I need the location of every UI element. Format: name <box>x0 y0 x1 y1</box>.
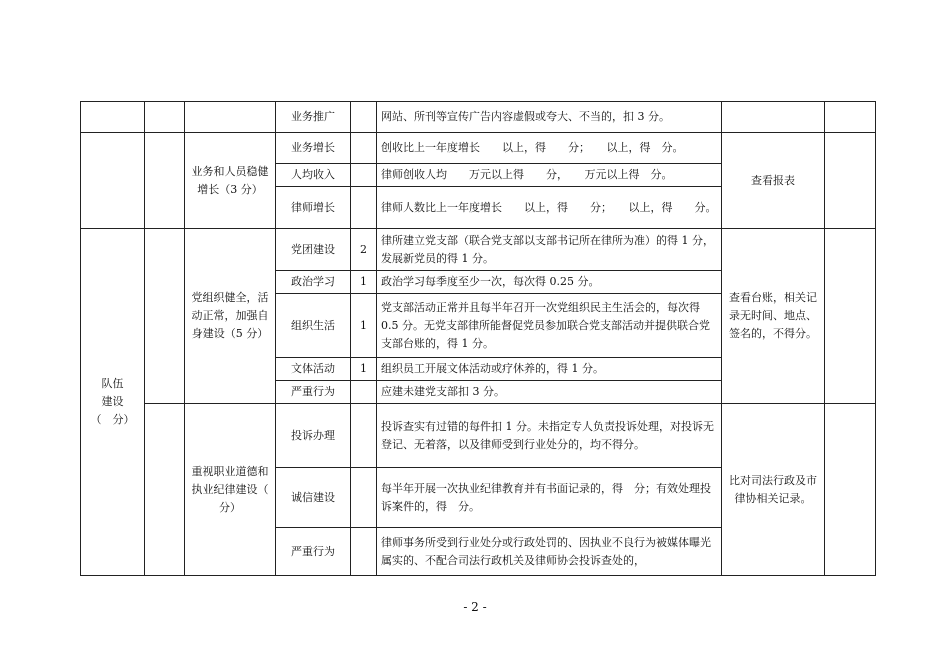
category-cell: 党组织健全，活动正常，加强自身建设（5 分） <box>185 229 276 404</box>
score-cell <box>351 468 377 528</box>
score-cell <box>351 404 377 468</box>
section-cell-top <box>81 102 145 133</box>
table-row <box>81 102 876 133</box>
method-cell: 查看台账，相关记录无时间、地点、签名的，不得分。 <box>722 229 825 404</box>
desc-cell: 应建未建党支部扣 3 分。 <box>377 381 722 404</box>
evaluation-table <box>80 101 876 576</box>
item-cell: 业务增长 <box>276 133 351 164</box>
item-cell: 律师增长 <box>276 187 351 229</box>
desc-cell: 每半年开展一次执业纪律教育并有书面记录的，得 分；有效处理投诉案件的，得 分。 <box>377 468 722 528</box>
section-label-line: （ 分） <box>90 413 135 426</box>
empty-cell <box>145 404 185 576</box>
table-row <box>81 404 876 468</box>
item-cell: 投诉办理 <box>276 404 351 468</box>
desc-cell: 政治学习每季度至少一次，每次得 0.25 分。 <box>377 271 722 294</box>
desc-cell: 党支部活动正常并且每半年召开一次党组织民主生活会的，每次得 0.5 分。无党支部律所能督促党员参加联合党支部活动并提供联合党支部台账的，得 1 分。 <box>377 294 722 358</box>
item-cell: 组织生活 <box>276 294 351 358</box>
empty-cell <box>145 133 185 229</box>
desc-cell: 创收比上一年度增长 以上，得 分； 以上，得 分。 <box>377 133 722 164</box>
score-cell: 1 <box>351 271 377 294</box>
score-cell: 2 <box>351 229 377 271</box>
item-cell: 党团建设 <box>276 229 351 271</box>
desc-cell: 网站、所刊等宣传广告内容虚假或夸大、不当的，扣 3 分。 <box>377 102 722 133</box>
table-row <box>81 133 876 164</box>
item-cell: 人均收入 <box>276 164 351 187</box>
score-cell <box>351 528 377 576</box>
method-cell: 比对司法行政及市律协相关记录。 <box>722 404 825 576</box>
remark-cell <box>825 229 876 404</box>
remark-cell <box>825 133 876 229</box>
table-row <box>81 229 876 271</box>
item-cell: 诚信建设 <box>276 468 351 528</box>
item-cell: 严重行为 <box>276 528 351 576</box>
desc-cell: 律所建立党支部（联合党支部以支部书记所在律所为准）的得 1 分，发展新党员的得 1 分。 <box>377 229 722 271</box>
desc-cell: 组织员工开展文体活动或疗休养的，得 1 分。 <box>377 358 722 381</box>
remark-cell <box>825 404 876 576</box>
section-label-line: 队伍 <box>101 377 124 390</box>
score-cell <box>351 187 377 229</box>
section-cell <box>81 133 145 229</box>
method-cell <box>722 102 825 133</box>
desc-cell: 律师事务所受到行业处分或行政处罚的、因执业不良行为被媒体曝光属实的、不配合司法行政机关及律师协会投诉查处的， <box>377 528 722 576</box>
category-cell: 业务和人员稳健增长（3 分） <box>185 133 276 229</box>
item-cell: 文体活动 <box>276 358 351 381</box>
item-cell: 业务推广 <box>276 102 351 133</box>
section-label-line: 建设 <box>101 395 124 408</box>
desc-cell: 律师人数比上一年度增长 以上，得 分； 以上，得 分。 <box>377 187 722 229</box>
item-cell: 政治学习 <box>276 271 351 294</box>
score-cell <box>351 133 377 164</box>
empty-cell <box>145 229 185 404</box>
item-cell: 严重行为 <box>276 381 351 404</box>
score-cell <box>351 381 377 404</box>
category-cell: 重视职业道德和执业纪律建设（ 分） <box>185 404 276 576</box>
empty-cell <box>145 102 185 133</box>
empty-cell <box>185 102 276 133</box>
score-cell <box>351 164 377 187</box>
score-cell: 1 <box>351 358 377 381</box>
remark-cell <box>825 102 876 133</box>
score-cell: 1 <box>351 294 377 358</box>
score-cell <box>351 102 377 133</box>
page-number: - 2 - <box>463 600 487 614</box>
method-cell: 查看报表 <box>722 133 825 229</box>
section-label <box>81 229 145 576</box>
desc-cell: 律师创收人均 万元以上得 分， 万元以上得 分。 <box>377 164 722 187</box>
desc-cell: 投诉查实有过错的每件扣 1 分。未指定专人负责投诉处理，对投诉无登记、无着落，以及律师受到行业处分的，均不得分。 <box>377 404 722 468</box>
